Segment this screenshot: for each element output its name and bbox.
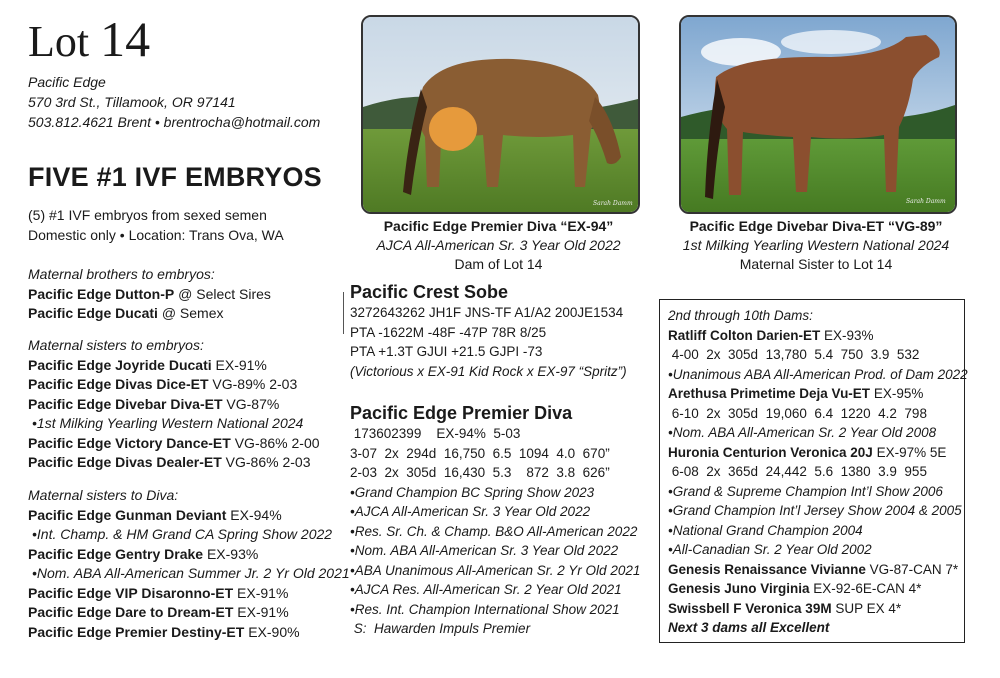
- contact-block: [28, 72, 320, 132]
- list-note: •Int. Champ. & HM Grand CA Spring Show 2022: [32, 526, 333, 542]
- sire-line: PTA -1622M -48F -47P 78R 8/25: [350, 324, 547, 340]
- dam-honor: •Res. Int. Champion International Show 2021: [350, 601, 620, 617]
- caption-name: Pacific Edge Premier Diva “EX-94”: [383, 218, 614, 234]
- dam-record: 2-03 2x 305d 16,430 5.3 872 3.8 626”: [350, 465, 610, 480]
- dam-id-line: 173602399 EX-94% 5-03: [350, 426, 521, 441]
- sire-line: 3272643262 JH1F JNS-TF A1/A2 200JE1534: [350, 305, 624, 320]
- maternal-brothers: [28, 265, 271, 324]
- dam-note: •Grand Champion Int’l Jersey Show 2004 & 2005: [668, 503, 962, 518]
- list-item: Pacific Edge Joyride Ducati EX-91%: [28, 356, 267, 373]
- section-heading: Maternal brothers to embryos:: [28, 266, 215, 282]
- diva-sisters: [28, 486, 350, 642]
- dam-note: •National Grand Champion 2004: [668, 522, 863, 538]
- dams-list: [668, 306, 968, 638]
- maternal-sisters: [28, 336, 320, 473]
- section-heading: 2nd through 10th Dams:: [668, 308, 813, 323]
- section-divider: [343, 292, 344, 334]
- dam-title: Pacific Edge Premier Diva: [350, 403, 573, 423]
- dam-note: •Unanimous ABA All-American Prod. of Dam 2022: [668, 366, 968, 382]
- sire-block: [350, 281, 627, 381]
- section-heading: Maternal sisters to Diva:: [28, 487, 179, 503]
- dam-honor: •Nom. ABA All-American Sr. 3 Year Old 2022: [350, 543, 619, 558]
- dam-record: 6-08 2x 365d 24,442 5.6 1380 3.9 955: [668, 464, 927, 479]
- lot-number: 14: [100, 11, 151, 67]
- dam-entry: Genesis Renaissance Vivianne VG-87-CAN 7*: [668, 561, 959, 577]
- section-heading: Maternal sisters to embryos:: [28, 337, 204, 353]
- dam-honor: •ABA Unanimous All-American Sr. 2 Yr Old 2021: [350, 562, 641, 578]
- dam-honor: •AJCA All-American Sr. 3 Year Old 2022: [350, 504, 591, 519]
- list-item: Pacific Edge Victory Dance-ET VG-86% 2-00: [28, 434, 320, 451]
- dam-honor: •Grand Champion BC Spring Show 2023: [350, 484, 595, 500]
- dam-note: •Grand & Supreme Champion Int’l Show 2006: [668, 483, 943, 499]
- offer-headline: FIVE #1 IVF EMBRYOS: [28, 162, 322, 192]
- photo-premier-diva: [361, 15, 640, 214]
- offer-line: Domestic only • Location: Trans Ova, WA: [28, 226, 284, 243]
- lot-title: [28, 12, 150, 69]
- dam-entry: Genesis Juno Virginia EX-92-6E-CAN 4*: [668, 581, 922, 596]
- list-item: Pacific Edge Gentry Drake EX-93%: [28, 545, 259, 562]
- sire-pedigree: (Victorious x EX-91 Kid Rock x EX-97 “Spritz”): [350, 363, 627, 379]
- photo2-caption: [648, 217, 984, 274]
- list-item: Pacific Edge Ducati @ Semex: [28, 305, 224, 321]
- dam-sire-line: S: Hawarden Impuls Premier: [350, 621, 531, 636]
- dam-entry: Huronia Centurion Veronica 20J EX-97% 5E: [668, 444, 947, 460]
- list-item: Pacific Edge Gunman Deviant EX-94%: [28, 506, 282, 523]
- photo-divebar-diva: [679, 15, 957, 214]
- dams-footer: Next 3 dams all Excellent: [668, 620, 830, 635]
- dam-record: 6-10 2x 305d 19,060 6.4 1220 4.2 798: [668, 405, 927, 421]
- caption-award: AJCA All-American Sr. 3 Year Old 2022: [376, 237, 621, 253]
- photo-signature: Sarah Damm: [593, 200, 633, 207]
- list-item: Pacific Edge Dare to Dream-ET EX-91%: [28, 604, 289, 620]
- list-item: Pacific Edge Premier Destiny-ET EX-90%: [28, 623, 300, 640]
- list-note: •1st Milking Yearling Western National 2024: [32, 415, 304, 431]
- list-item: Pacific Edge Dutton-P @ Select Sires: [28, 285, 271, 302]
- list-item: Pacific Edge Divas Dice-ET VG-89% 2-03: [28, 376, 298, 392]
- dam-note: •All-Canadian Sr. 2 Year Old 2002: [668, 542, 872, 557]
- dam-note: •Nom. ABA All-American Sr. 2 Year Old 2008: [668, 425, 937, 440]
- dam-honor: •AJCA Res. All-American Sr. 2 Year Old 2021: [350, 582, 622, 597]
- farm-name: Pacific Edge: [28, 74, 106, 90]
- caption-award: 1st Milking Yearling Western National 2024: [682, 237, 950, 253]
- dam-entry: Arethusa Primetime Deja Vu-ET EX-95%: [668, 386, 924, 401]
- offer-line: (5) #1 IVF embryos from sexed semen: [28, 207, 267, 223]
- dam-entry: Ratliff Colton Darien-ET EX-93%: [668, 327, 874, 343]
- dam-block: [350, 402, 640, 639]
- caption-name: Pacific Edge Divebar Diva-ET “VG-89”: [689, 218, 943, 234]
- list-note: •Nom. ABA All-American Summer Jr. 2 Yr Old 2021: [32, 565, 350, 581]
- cow-photo-image: [681, 17, 955, 212]
- list-item: Pacific Edge VIP Disaronno-ET EX-91%: [28, 584, 289, 601]
- farm-address: 570 3rd St., Tillamook, OR 97141: [28, 94, 236, 110]
- offer-details: [28, 206, 284, 245]
- sire-line: PTA +1.3T GJUI +21.5 GJPI -73: [350, 344, 543, 359]
- dam-record: 4-00 2x 305d 13,780 5.4 750 3.9 532: [668, 347, 920, 362]
- dam-entry: Swissbell F Veronica 39M SUP EX 4*: [668, 600, 902, 616]
- list-item: Pacific Edge Divebar Diva-ET VG-87%: [28, 395, 280, 412]
- list-item: Pacific Edge Divas Dealer-ET VG-86% 2-03: [28, 454, 311, 470]
- photo-signature: Sarah Damm: [906, 198, 946, 205]
- cow-photo-image: [363, 17, 638, 212]
- lot-word: Lot: [28, 17, 90, 66]
- contact-line: 503.812.4621 Brent • brentrocha@hotmail.com: [28, 114, 321, 130]
- caption-relation: Maternal Sister to Lot 14: [739, 256, 893, 272]
- caption-relation: Dam of Lot 14: [454, 256, 543, 272]
- dam-honor: •Res. Sr. Ch. & Champ. B&O All-American 2022: [350, 523, 638, 539]
- dam-record: 3-07 2x 294d 16,750 6.5 1094 4.0 670”: [350, 445, 610, 461]
- photo1-caption: [330, 217, 667, 274]
- sire-title: Pacific Crest Sobe: [350, 282, 509, 302]
